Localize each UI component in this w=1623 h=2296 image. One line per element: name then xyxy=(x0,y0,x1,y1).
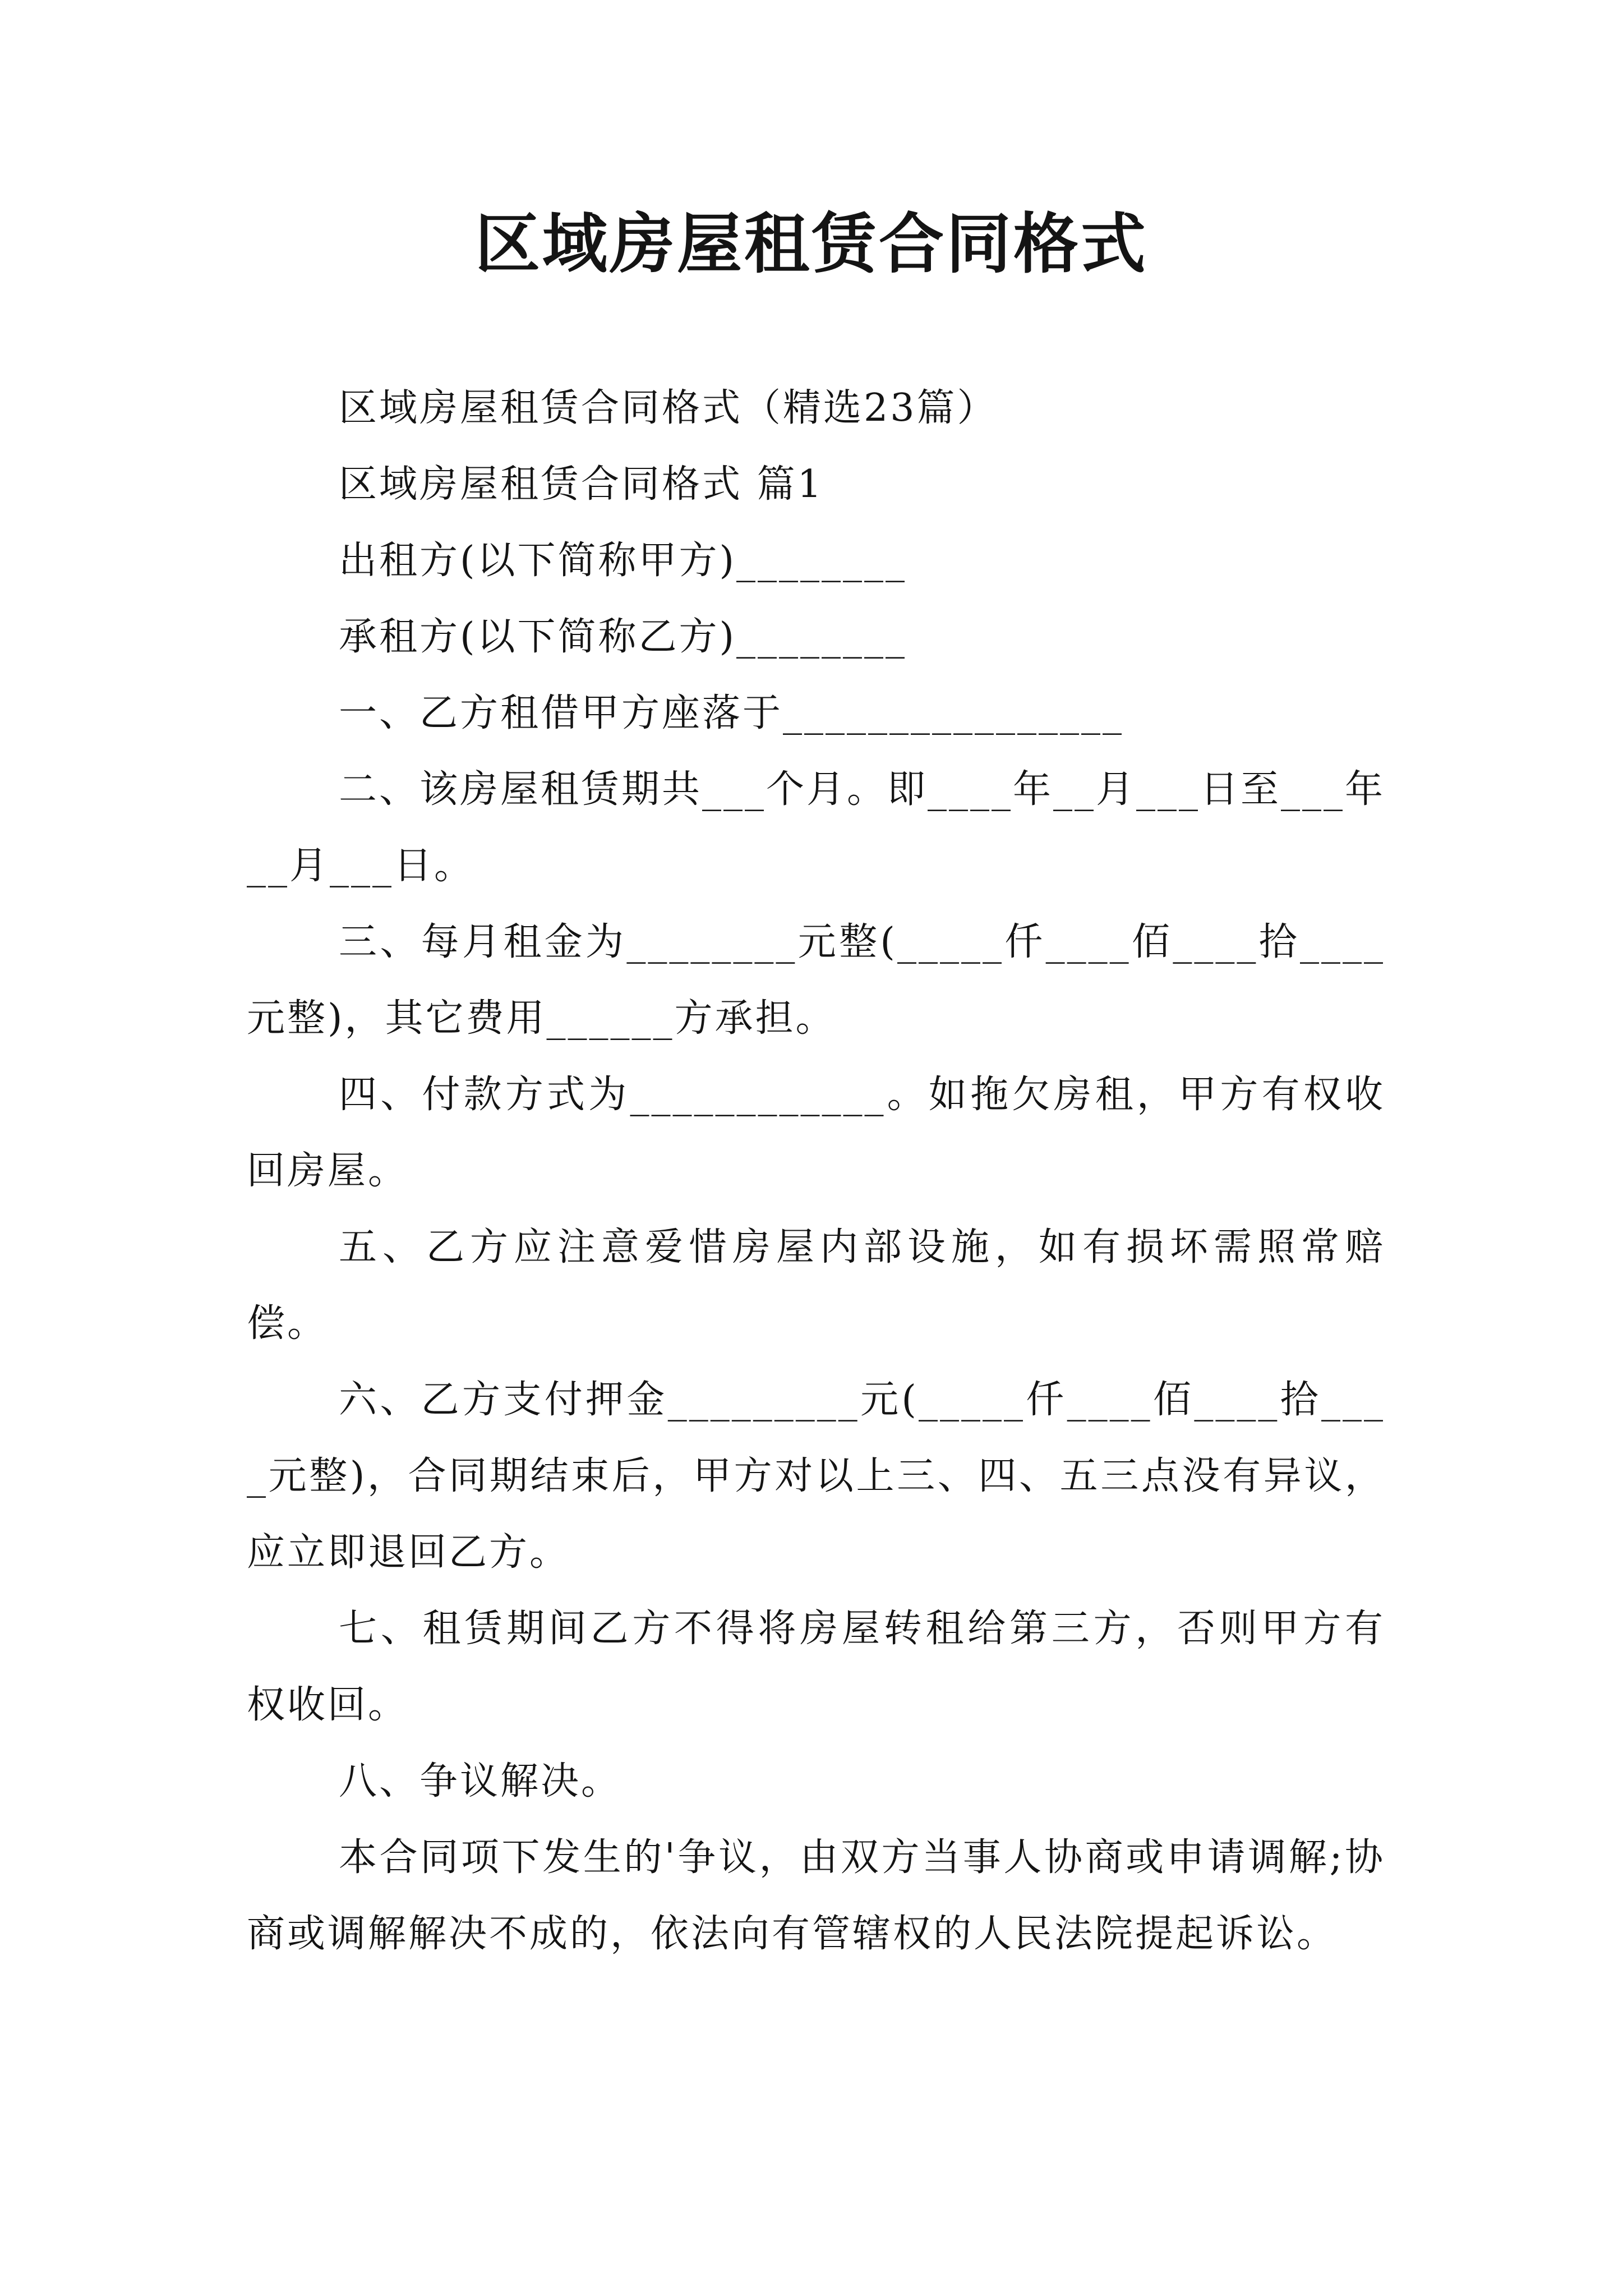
paragraph-clause-6: 六、乙方支付押金_________元(_____仟____佰____拾____元整)，合同期结束后，甲方对以上三、四、五三点没有异议，应立即退回乙方。 xyxy=(247,1378,1385,1575)
document-title: 区域房屋租赁合同格式 xyxy=(475,206,1148,282)
paragraph-clause-1: 一、乙方租借甲方座落于________________ xyxy=(339,691,1124,735)
paragraph-clause-7: 七、租赁期间乙方不得将房屋转租给第三方，否则甲方有权收回。 xyxy=(247,1607,1385,1727)
paragraph-clause-2: 二、该房屋租赁期共___个月。即____年__月___日至___年__月___日。 xyxy=(247,767,1386,888)
paragraph-clause-4: 四、付款方式为____________。如拖欠房租，甲方有权收回房屋。 xyxy=(247,1073,1385,1193)
paragraph-clause-8: 八、争议解决。 xyxy=(339,1759,622,1803)
paragraph-lessee: 承租方(以下简称乙方)________ xyxy=(339,615,907,659)
paragraph-clause-5: 五、乙方应注意爱惜房屋内部设施，如有损坏需照常赔偿。 xyxy=(247,1225,1385,1346)
paragraph-lessor: 出租方(以下简称甲方)________ xyxy=(339,539,907,583)
paragraph-section-heading: 区域房屋租赁合同格式 篇1 xyxy=(339,462,824,507)
document-body xyxy=(247,370,1385,1972)
paragraph-clause-3: 三、每月租金为________元整(_____仟____佰____拾____元整)，其它费用______方承担。 xyxy=(247,920,1385,1041)
paragraph-subtitle: 区域房屋租赁合同格式（精选23篇） xyxy=(339,386,998,430)
paragraph-dispute-resolution: 本合同项下发生的'争议，由双方当事人协商或申请调解;协商或调解解决不成的，依法向有管辖权的人民法院提起诉讼。 xyxy=(247,1835,1385,1956)
